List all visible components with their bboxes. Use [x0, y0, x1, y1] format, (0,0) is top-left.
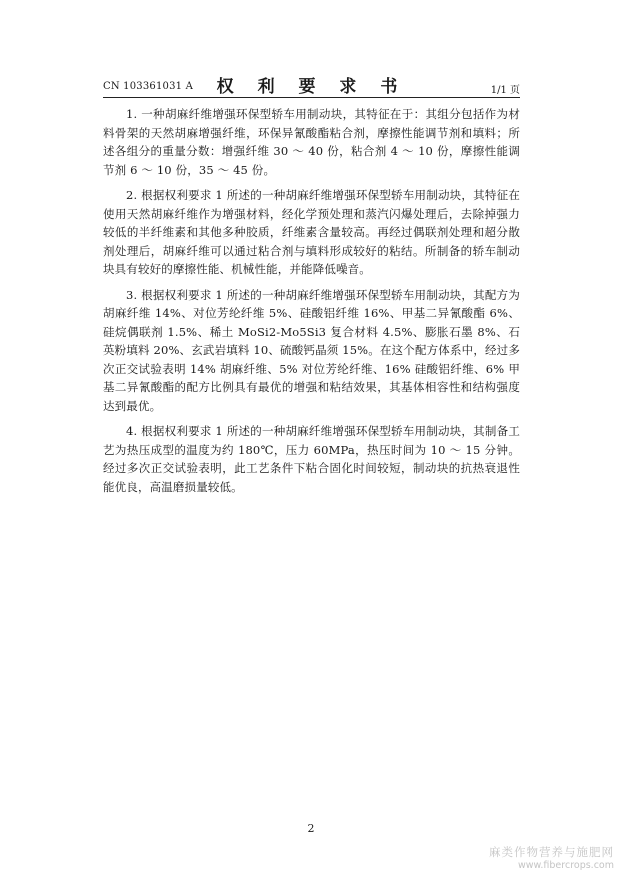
page-number: 2 [307, 822, 315, 835]
claim-4: 4. 根据权利要求 1 所述的一种胡麻纤维增强环保型轿车用制动块，其制备工艺为热压成型的温度为约 180℃，压力 60MPa，热压时间为 10 ～ 15 分钟。经过多次正交试验表明，此工艺条件下粘合固化时间较短，制动块的抗热衰退性能优良，高温磨损量较低。 [103, 424, 520, 494]
claim-3: 3. 根据权利要求 1 所述的一种胡麻纤维增强环保型轿车用制动块，其配方为胡麻纤维 14%、对位芳纶纤维 5%、硅酸铝纤维 16%、甲基二异氰酸酯 6%、硅烷偶联剂 1.5%、稀土 MoSi2-Mo5Si3 复合材料 4.5%、膨胀石墨 8%、石英粉填料 20%、玄武岩填料 10、硫酸钙晶须 15%。在这个配方体系中，经过多次正交试验表明 14% 胡麻纤维、5% 对位芳纶纤维、16% 硅酸铝纤维、6% 甲基二异氰酸酯的配方比例具有最优的增强和粘结效果，其基体相容性和结构强度达到最优。 [103, 287, 520, 413]
page-info: 1/1 页 [490, 85, 520, 96]
claims-body [103, 105, 520, 503]
site-watermark [489, 845, 614, 873]
document-header [103, 72, 520, 96]
watermark-site-name: 麻类作物营养与施肥网 [489, 845, 614, 859]
header-rule [103, 97, 520, 98]
claim-2: 2. 根据权利要求 1 所述的一种胡麻纤维增强环保型轿车用制动块，其特征在使用天然胡麻纤维作为增强材料，经化学预处理和蒸汽闪爆处理后，去除掉强力较低的半纤维素和其他多种胶质，纤维素含量较高。再经过偶联剂处理和超分散剂处理后，胡麻纤维可以通过粘合剂与填料形成较好的粘结。所制备的轿车制动块具有较好的摩擦性能、机械性能，并能降低噪音。 [103, 188, 520, 276]
watermark-url: www.fibercrops.com [517, 860, 614, 871]
claim-1: 1. 一种胡麻纤维增强环保型轿车用制动块，其特征在于：其组分包括作为材料骨架的天然胡麻增强纤维，环保异氰酸酯粘合剂，摩擦性能调节剂和填料；所述各组分的重量分数：增强纤维 30 ～ 40 份，粘合剂 4 ～ 10 份，摩擦性能调节剂 6 ～ 10 份，35 ～ 45 份。 [103, 107, 520, 177]
publication-number: CN 103361031 A [103, 81, 194, 92]
document-title: 权 利 要 求 书 [216, 77, 407, 97]
